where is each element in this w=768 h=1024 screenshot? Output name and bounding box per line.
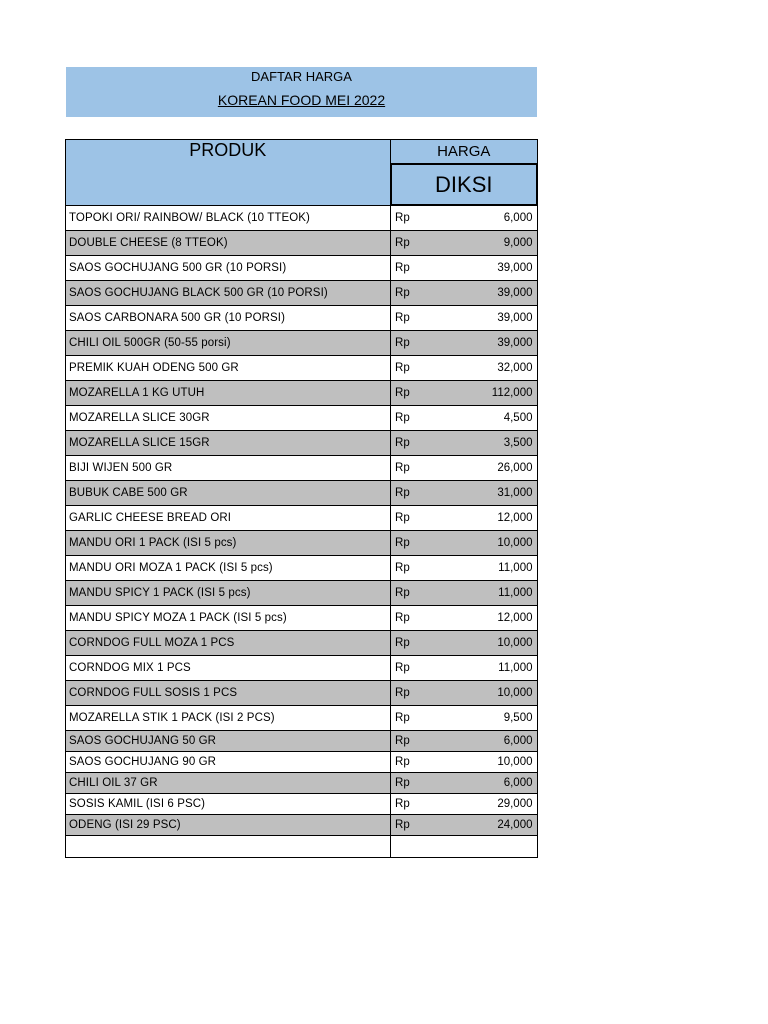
currency-label: Rp [395,798,410,810]
currency-label: Rp [395,212,410,224]
price-amount: 11,000 [498,562,533,574]
price-amount: 9,000 [503,237,533,249]
product-name: CORNDOG FULL SOSIS 1 PCS [66,681,391,706]
table-row [66,773,538,794]
price-cell [391,631,537,656]
currency-label: Rp [395,437,410,449]
table-row [66,381,538,406]
price-amount: 39,000 [497,287,533,299]
product-name: SAOS GOCHUJANG 500 GR (10 PORSI) [66,256,391,281]
price-cell [391,205,537,231]
empty-cell [391,836,537,858]
table-row [66,581,538,606]
product-name: MANDU SPICY 1 PACK (ISI 5 pcs) [66,581,391,606]
product-name: MOZARELLA SLICE 15GR [66,431,391,456]
product-name: CHILI OIL 37 GR [66,773,391,794]
product-name: CORNDOG FULL MOZA 1 PCS [66,631,391,656]
product-name: SAOS GOCHUJANG 90 GR [66,752,391,773]
table-row [66,456,538,481]
header-harga: HARGA [391,140,537,165]
currency-label: Rp [395,587,410,599]
price-amount: 6,000 [503,777,533,789]
table-row [66,656,538,681]
price-amount: 39,000 [497,312,533,324]
price-cell [391,281,537,306]
table-row [66,556,538,581]
currency-label: Rp [395,637,410,649]
price-amount: 24,000 [497,819,533,831]
price-amount: 39,000 [497,262,533,274]
price-cell [391,752,537,773]
product-name: BIJI WIJEN 500 GR [66,456,391,481]
title-korean-food: KOREAN FOOD MEI 2022 [217,92,386,108]
price-cell [391,556,537,581]
product-name: ODENG (ISI 29 PSC) [66,815,391,836]
currency-label: Rp [395,777,410,789]
table-row [66,815,538,836]
currency-label: Rp [395,756,410,768]
price-cell [391,506,537,531]
price-amount: 12,000 [497,512,533,524]
product-name: SAOS CARBONARA 500 GR (10 PORSI) [66,306,391,331]
price-cell [391,794,537,815]
table-row [66,794,538,815]
price-cell [391,256,537,281]
table-row [66,256,538,281]
price-amount: 26,000 [497,462,533,474]
table-row [66,752,538,773]
product-name: SAOS GOCHUJANG BLACK 500 GR (10 PORSI) [66,281,391,306]
price-cell [391,606,537,631]
currency-label: Rp [395,537,410,549]
currency-label: Rp [395,287,410,299]
product-name: DOUBLE CHEESE (8 TTEOK) [66,231,391,256]
price-amount: 11,000 [498,662,533,674]
table-row [66,506,538,531]
table-row [66,681,538,706]
currency-label: Rp [395,735,410,747]
price-cell [391,815,537,836]
product-name: PREMIK KUAH ODENG 500 GR [66,356,391,381]
currency-label: Rp [395,487,410,499]
currency-label: Rp [395,262,410,274]
price-cell [391,456,537,481]
price-cell [391,773,537,794]
product-name: MANDU ORI MOZA 1 PACK (ISI 5 pcs) [66,556,391,581]
table-row [66,306,538,331]
product-name: MANDU ORI 1 PACK (ISI 5 pcs) [66,531,391,556]
price-amount: 9,500 [503,712,533,724]
currency-label: Rp [395,462,410,474]
price-cell [391,231,537,256]
price-rows [66,205,538,858]
product-name: MOZARELLA STIK 1 PACK (ISI 2 PCS) [66,706,391,731]
currency-label: Rp [395,237,410,249]
empty-cell [66,836,391,858]
title-daftar-harga: DAFTAR HARGA [251,69,352,84]
table-row [66,331,538,356]
price-cell [391,356,537,381]
price-amount: 10,000 [497,637,533,649]
table-row [66,431,538,456]
product-name: TOPOKI ORI/ RAINBOW/ BLACK (10 TTEOK) [66,205,391,231]
product-name: CHILI OIL 500GR (50-55 porsi) [66,331,391,356]
product-name: SOSIS KAMIL (ISI 6 PSC) [66,794,391,815]
product-name: MOZARELLA SLICE 30GR [66,406,391,431]
currency-label: Rp [395,712,410,724]
price-cell [391,481,537,506]
price-amount: 3,500 [503,437,533,449]
currency-label: Rp [395,412,410,424]
price-amount: 10,000 [497,756,533,768]
header-produk: PRODUK [66,140,391,206]
price-amount: 32,000 [497,362,533,374]
table-row [66,481,538,506]
currency-label: Rp [395,337,410,349]
table-row [66,606,538,631]
price-amount: 6,000 [503,735,533,747]
price-amount: 112,000 [491,387,533,399]
currency-label: Rp [395,312,410,324]
currency-label: Rp [395,687,410,699]
empty-row [66,836,538,858]
table-row [66,356,538,381]
price-cell [391,581,537,606]
product-name: SAOS GOCHUJANG 50 GR [66,731,391,752]
table-row [66,631,538,656]
price-amount: 10,000 [497,687,533,699]
header-diksi: DIKSI [391,164,537,205]
table-row [66,706,538,731]
price-cell [391,381,537,406]
price-amount: 11,000 [498,587,533,599]
currency-label: Rp [395,819,410,831]
price-cell [391,706,537,731]
price-amount: 10,000 [497,537,533,549]
product-name: MOZARELLA 1 KG UTUH [66,381,391,406]
product-name: BUBUK CABE 500 GR [66,481,391,506]
price-cell [391,331,537,356]
product-name: CORNDOG MIX 1 PCS [66,656,391,681]
table-row [66,531,538,556]
price-cell [391,531,537,556]
currency-label: Rp [395,387,410,399]
table-row [66,731,538,752]
price-cell [391,306,537,331]
price-amount: 39,000 [497,337,533,349]
price-cell [391,731,537,752]
currency-label: Rp [395,512,410,524]
title-banner [66,67,537,117]
currency-label: Rp [395,362,410,374]
table-row [66,231,538,256]
product-name: GARLIC CHEESE BREAD ORI [66,506,391,531]
price-amount: 12,000 [497,612,533,624]
currency-label: Rp [395,662,410,674]
table-row [66,281,538,306]
price-cell [391,681,537,706]
product-name: MANDU SPICY MOZA 1 PACK (ISI 5 pcs) [66,606,391,631]
price-amount: 29,000 [497,798,533,810]
price-table [65,139,538,858]
price-amount: 4,500 [503,412,533,424]
currency-label: Rp [395,612,410,624]
currency-label: Rp [395,562,410,574]
price-amount: 6,000 [503,212,533,224]
table-row [66,406,538,431]
table-row [66,205,538,231]
price-cell [391,656,537,681]
price-amount: 31,000 [497,487,533,499]
price-cell [391,406,537,431]
price-cell [391,431,537,456]
